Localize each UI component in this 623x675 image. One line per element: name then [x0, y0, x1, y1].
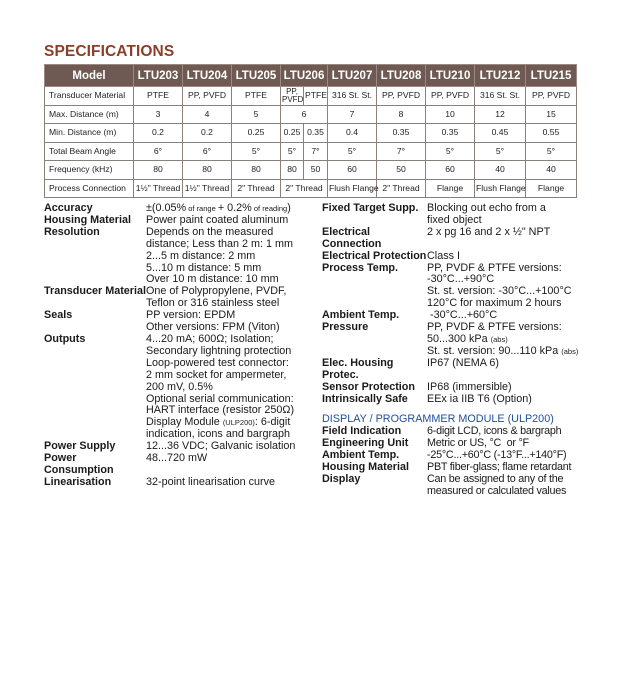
cell: 1½" Thread [134, 179, 183, 198]
spec-linearisation [44, 477, 319, 489]
cell: 6° [183, 142, 232, 161]
cell: 0.25 [232, 124, 281, 143]
spec-value [427, 394, 582, 406]
spec-label: Electrical Protection [322, 249, 427, 262]
cell: 8 [377, 105, 426, 124]
cell: 80 [183, 161, 232, 180]
spec-label: Field Indication [322, 425, 402, 438]
value-line: 2 x pg 16 and 2 x ½" NPT [427, 225, 551, 238]
cell-line: PVFD [282, 94, 304, 104]
spec-label: Outputs [44, 332, 86, 345]
spec-label: Intrinsically Safe [322, 392, 408, 405]
spec-intrinsically-safe [322, 394, 582, 406]
row-label: Total Beam Angle [45, 142, 134, 161]
value-note: of range [186, 204, 218, 213]
header-model: Model [45, 65, 134, 87]
cell [281, 87, 304, 106]
value-line: EEx ia IIB T6 (Option) [427, 392, 532, 405]
cell: 12 [475, 105, 526, 124]
display-module-heading: DISPLAY / PROGRAMMER MODULE (ULP200) [322, 413, 554, 426]
header-model-ltu205: LTU205 [232, 65, 281, 87]
cell: 6 [281, 105, 328, 124]
header-model-ltu210: LTU210 [426, 65, 475, 87]
spec-label: Accuracy [44, 202, 93, 214]
cell: PP, PVFD [377, 87, 426, 106]
cell: 0.2 [183, 124, 232, 143]
cell: PP, PVFD [426, 87, 475, 106]
spec-display [322, 474, 582, 498]
cell: 0.25 [281, 124, 304, 143]
spec-label: Power Consumption [44, 452, 114, 476]
value-line: Optional serial communication: [146, 392, 294, 405]
cell: Flange [526, 179, 577, 198]
value-line: 200 mV, 0.5% [146, 380, 213, 393]
spec-value [146, 453, 319, 477]
value-line: -30°C...+60°C [427, 309, 498, 322]
value-note: (abs) [561, 346, 579, 356]
value-note: (abs) [490, 334, 508, 344]
table-row-min-distance [45, 124, 577, 143]
table-row-frequency [45, 161, 577, 180]
value-part: ) [287, 202, 291, 214]
value-line: Blocking out echo from a [427, 202, 546, 214]
cell: 40 [475, 161, 526, 180]
cell: 60 [328, 161, 377, 180]
cell: 5° [475, 142, 526, 161]
cell: 0.55 [526, 124, 577, 143]
value-line: PP version: EPDM [146, 309, 236, 322]
spec-value [427, 227, 582, 251]
cell-line: PP, [286, 86, 298, 96]
page-title: SPECIFICATIONS [44, 43, 175, 60]
spec-value [146, 334, 319, 441]
value-line: Loop-powered test connector: [146, 356, 289, 369]
cell: 50 [377, 161, 426, 180]
spec-value [427, 358, 582, 382]
row-label: Process Connection [45, 179, 134, 198]
spec-power-consumption [44, 453, 319, 477]
spec-outputs [44, 334, 319, 441]
spec-resolution [44, 227, 319, 287]
cell: 0.45 [475, 124, 526, 143]
spec-label: Ambient Temp. [322, 309, 400, 322]
value-line: Power paint coated aluminum [146, 213, 289, 226]
spec-label: Transducer Material [44, 285, 147, 298]
spec-value [427, 382, 582, 394]
right-spec-list [322, 203, 582, 498]
value-line: 2 mm socket for ampermeter, [146, 368, 287, 381]
value-line: 6-digit LCD, icons & bargraph [427, 425, 562, 438]
spec-label: Seals [44, 309, 73, 322]
cell: 80 [134, 161, 183, 180]
value-line: One of Polypropylene, PVDF, [146, 285, 287, 298]
spec-value [146, 310, 319, 334]
cell: 5° [232, 142, 281, 161]
value-line: IP68 (immersible) [427, 380, 512, 393]
cell: 5° [328, 142, 377, 161]
cell: 5° [281, 142, 304, 161]
value-line: indication, icons and bargraph [146, 428, 291, 441]
spec-value [146, 477, 319, 489]
cell: 3 [134, 105, 183, 124]
cell: 0.35 [377, 124, 426, 143]
cell: 15 [526, 105, 577, 124]
cell: PTFE [304, 87, 328, 106]
value-line: IP67 (NEMA 6) [427, 356, 500, 369]
value-line: Can be assigned to any of the [427, 472, 564, 485]
value-line: Secondary lightning protection [146, 344, 292, 357]
specifications-table [44, 64, 577, 198]
cell: 0.2 [134, 124, 183, 143]
spec-sensor-protection [322, 382, 582, 394]
value-note: (ULP200) [222, 418, 255, 428]
value-line: St. st. version: -30°C...+100°C [427, 285, 572, 298]
cell: 2" Thread [377, 179, 426, 198]
cell: Flush Flange [328, 179, 377, 198]
spec-pressure [322, 322, 582, 358]
value-line: 5...10 m distance: 5 mm [146, 261, 262, 274]
spec-transducer-material [44, 286, 319, 310]
spec-label: Electrical Connection [322, 225, 382, 250]
cell: 5° [526, 142, 577, 161]
spec-label: Sensor Protection [322, 380, 415, 393]
value-line: Class I [427, 249, 460, 262]
value-line: HART interface (resistor 250Ω) [146, 404, 295, 417]
value-line: Teflon or 316 stainless steel [146, 297, 280, 310]
value-line: 32-point linearisation curve [146, 475, 276, 488]
spec-value [427, 203, 582, 227]
value-line: PP, PVDF & PTFE versions: [427, 321, 562, 334]
spec-label: Engineering Unit [322, 437, 409, 450]
header-model-ltu212: LTU212 [475, 65, 526, 87]
cell: 80 [281, 161, 304, 180]
spec-value [427, 263, 582, 311]
value-part: St. st. version: 90...110 kPa [427, 344, 562, 357]
value-line [427, 346, 582, 358]
value-part: : 6-digit [254, 416, 291, 429]
value-line: PBT fiber-glass; flame retardant [427, 461, 572, 474]
value-line: 120°C for maximum 2 hours [427, 297, 562, 310]
table-row-beam-angle [45, 142, 577, 161]
header-model-ltu203: LTU203 [134, 65, 183, 87]
value-line: -25°C...+60°C (-13°F...+140°F) [427, 449, 567, 462]
spec-label: Power Supply [44, 440, 116, 453]
spec-label: Ambient Temp. [322, 449, 400, 462]
header-model-ltu207: LTU207 [328, 65, 377, 87]
value-line: -30°C...+90°C [427, 273, 495, 286]
spec-label: Display [322, 472, 361, 485]
cell: 0.35 [304, 124, 328, 143]
value-part: 50...300 kPa [427, 332, 491, 345]
spec-label: Linearisation [44, 475, 112, 488]
spec-label: Housing Material [322, 461, 409, 474]
spec-value [427, 322, 582, 358]
table-header-row [45, 65, 577, 87]
row-label: Transducer Material [45, 87, 134, 106]
row-label: Max. Distance (m) [45, 105, 134, 124]
cell: 2" Thread [281, 179, 328, 198]
spec-value [427, 474, 582, 498]
value-part: + 0.2% [217, 202, 252, 214]
row-label: Frequency (kHz) [45, 161, 134, 180]
cell: 5 [232, 105, 281, 124]
spec-label: Process Temp. [322, 261, 399, 274]
cell: 0.35 [426, 124, 475, 143]
left-spec-list [44, 203, 319, 489]
cell: 0.4 [328, 124, 377, 143]
spec-label: Resolution [44, 225, 100, 238]
value-line: Depends on the measured [146, 225, 274, 238]
spec-label: Housing Material [44, 213, 131, 226]
value-line: 48...720 mW [146, 452, 208, 465]
cell: 6° [134, 142, 183, 161]
cell: PP, PVFD [183, 87, 232, 106]
value-line: distance; Less than 2 m: 1 mm [146, 237, 294, 250]
value-line: Over 10 m distance: 10 mm [146, 273, 279, 286]
cell: 2" Thread [232, 179, 281, 198]
value-line: 4...20 mA; 600Ω; Isolation; [146, 332, 274, 345]
value-line: PP, PVDF & PTFE versions: [427, 261, 562, 274]
spec-electrical-protection [322, 251, 582, 263]
cell: 5° [426, 142, 475, 161]
row-label: Min. Distance (m) [45, 124, 134, 143]
table-row-transducer-material [45, 87, 577, 106]
cell: PP, PVFD [526, 87, 577, 106]
cell: 1½" Thread [183, 179, 232, 198]
spec-housing-protec [322, 358, 582, 382]
value-part: Display Module [146, 416, 223, 429]
spec-label: Elec. Housing Protec. [322, 356, 394, 381]
cell: Flush Flange [475, 179, 526, 198]
spec-value [146, 227, 319, 287]
spec-fixed-target [322, 203, 582, 227]
cell: Flange [426, 179, 475, 198]
value-line: Other versions: FPM (Viton) [146, 321, 280, 334]
value-line: measured or calculated values [427, 484, 567, 497]
cell: PTFE [134, 87, 183, 106]
spec-electrical-connection [322, 227, 582, 251]
value-line: 2...5 m distance: 2 mm [146, 249, 256, 262]
cell: 316 St. St. [475, 87, 526, 106]
cell: 7° [304, 142, 328, 161]
cell: 7° [377, 142, 426, 161]
header-model-ltu215: LTU215 [526, 65, 577, 87]
cell: 4 [183, 105, 232, 124]
cell: 10 [426, 105, 475, 124]
header-model-ltu208: LTU208 [377, 65, 426, 87]
table-row-process-connection [45, 179, 577, 198]
cell: 40 [526, 161, 577, 180]
table-row-max-distance [45, 105, 577, 124]
value-line: fixed object [427, 213, 482, 226]
header-model-ltu204: LTU204 [183, 65, 232, 87]
value-line: 12...36 VDC; Galvanic isolation [146, 440, 296, 453]
cell: 7 [328, 105, 377, 124]
spec-value [146, 286, 319, 310]
value-part: ±(0.05% [146, 202, 187, 214]
cell: PTFE [232, 87, 281, 106]
cell: 316 St. St. [328, 87, 377, 106]
cell: 50 [304, 161, 328, 180]
value-note: of reading [251, 204, 288, 213]
value-line: Metric or US, °C or °F [427, 437, 529, 450]
header-model-ltu206: LTU206 [281, 65, 328, 87]
cell: 80 [232, 161, 281, 180]
spec-label: Pressure [322, 321, 369, 334]
spec-value [427, 251, 582, 263]
spec-label: Fixed Target Supp. [322, 202, 419, 214]
spec-seals [44, 310, 319, 334]
spec-process-temp [322, 263, 582, 311]
cell: 60 [426, 161, 475, 180]
